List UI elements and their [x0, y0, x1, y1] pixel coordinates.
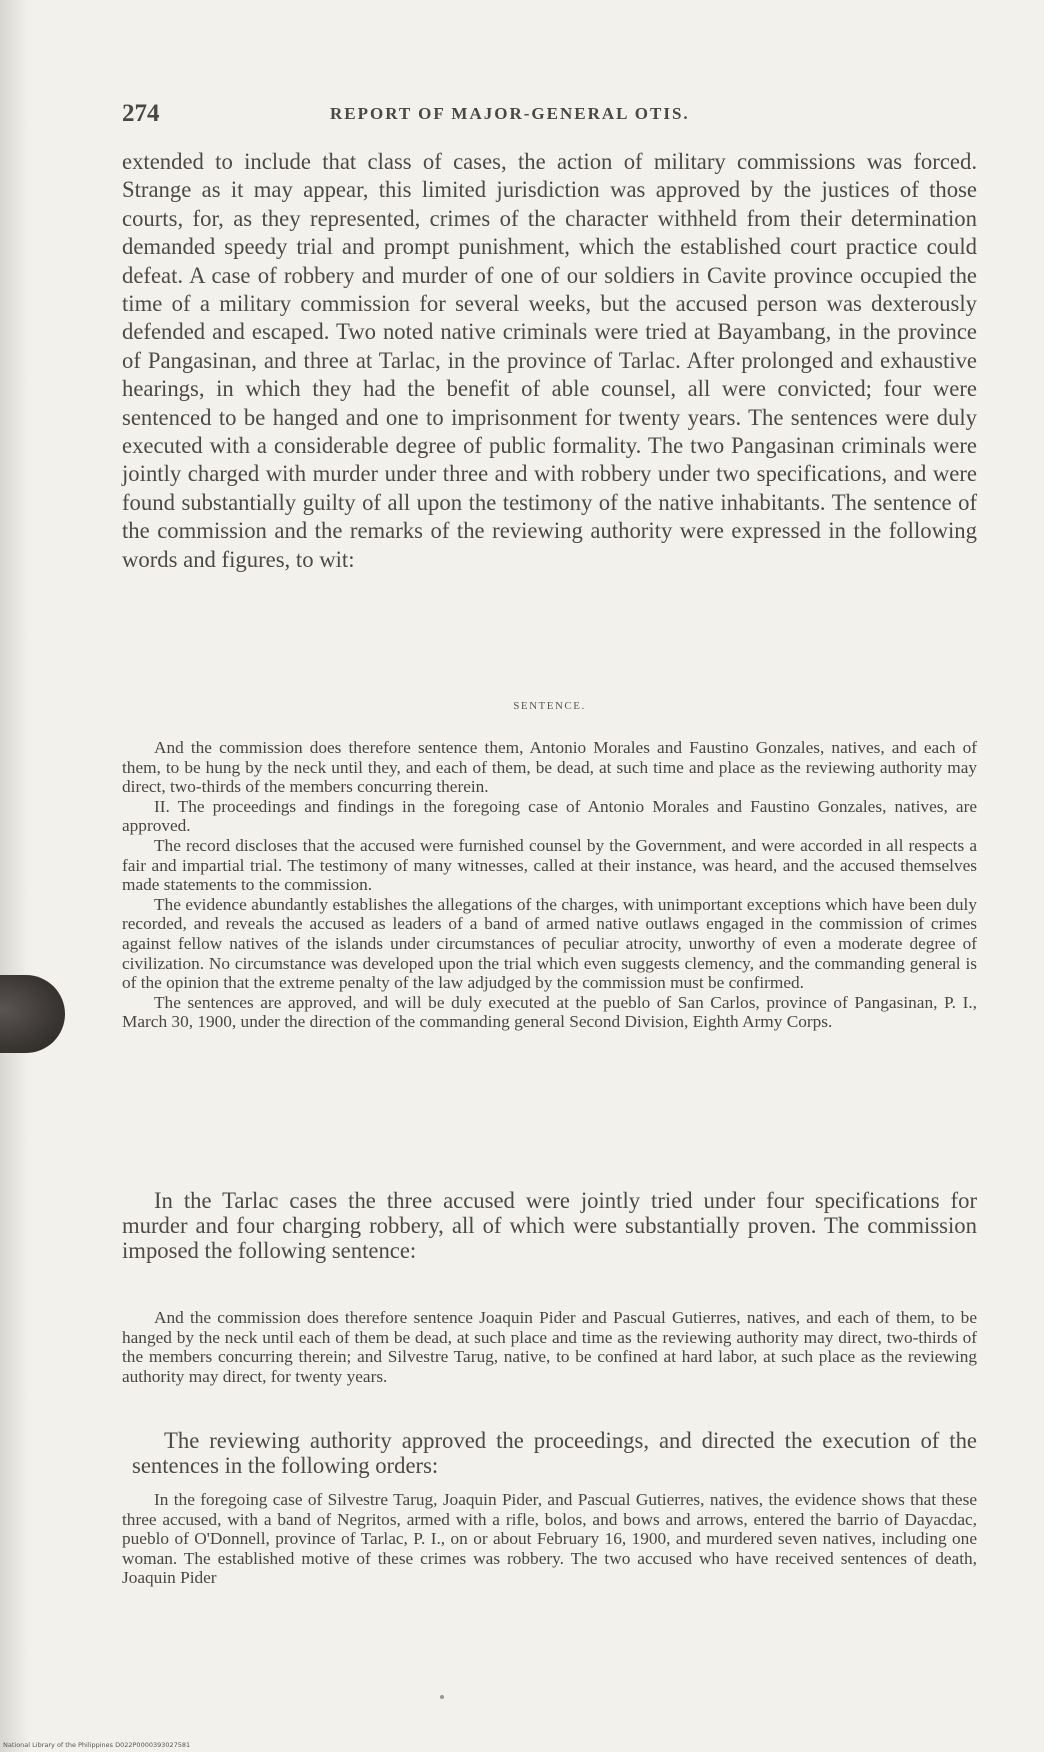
- scanner-thumb: [0, 975, 65, 1053]
- page-speck: [440, 1695, 444, 1699]
- scan-credit: National Library of the Philippines D022P0000393027581: [3, 1741, 191, 1749]
- sentence-paragraph: The record discloses that the accused were furnished counsel by the Government, and were accorded in all respects a fair and impartial trial. The testimony of many witnesses, called at their instance, was heard, and the accused themselves made statements to the commission.: [122, 835, 977, 895]
- sentence-paragraph: II. The proceedings and findings in the foregoing case of Antonio Morales and Faustino Gonzales, natives, are approved.: [122, 796, 977, 836]
- page-header: [120, 100, 975, 130]
- main-paragraph-2: [122, 1188, 977, 1263]
- main-paragraph-1: [122, 148, 977, 574]
- paragraph-text: In the Tarlac cases the three accused were jointly tried under four specifications for murder and four charging robbery, all of which were substantially proven. The commission imposed the following sentence:: [122, 1188, 977, 1263]
- sentence-paragraph: The sentences are approved, and will be duly executed at the pueblo of San Carlos, province of Pangasinan, P. I., March 30, 1900, under the direction of the commanding general Second Division, Eighth Army Corps.: [122, 992, 977, 1032]
- sentence-paragraph: And the commission does therefore sentence them, Antonio Morales and Faustino Gonzales, natives, and each of them, to be hung by the neck until they, and each of them, be dead, at such time and place as the reviewing authority may direct, two-thirds of the members concurring therein.: [122, 738, 977, 797]
- sentence-heading: SENTENCE.: [513, 700, 586, 712]
- paragraph-text: The reviewing authority approved the proceedings, and directed the execution of the sentences in the following orders:: [132, 1428, 977, 1478]
- orders-paragraph: In the foregoing case of Silvestre Tarug, Joaquin Pider, and Pascual Gutierres, natives, the evidence shows that these three accused, with a band of Negritos, armed with a rifle, bolos, and bows and arrows, entered the barrio of Dayacdac, pueblo of O'Donnell, province of Tarlac, P. I., on or about February 16, 1900, and murdered seven natives, including one woman. The established motive of these crimes was robbery. The two accused who have received sentences of death, Joaquin Pider: [122, 1490, 977, 1588]
- tarlac-sentence: And the commission does therefore sentence Joaquin Pider and Pascual Gutierres, natives, and each of them, to be hanged by the neck until each of them be dead, at such place and time as the reviewing authority may direct, two-thirds of the members concurring therein; and Silvestre Tarug, native, to be confined at hard labor, at such place as the reviewing authority may direct, for twenty years.: [122, 1308, 977, 1386]
- sentence-block: [122, 738, 977, 1032]
- tarlac-sentence-block: [122, 1308, 977, 1386]
- orders-block: [122, 1490, 977, 1588]
- page-number: 274: [122, 100, 160, 127]
- sentence-paragraph: The evidence abundantly establishes the allegations of the charges, with unimportant exceptions which have been duly recorded, and reveals the accused as leaders of a band of armed native outlaws engaged in the commission of crimes against fellow natives of the islands under circumstances of peculiar atrocity, unworthy of even a moderate degree of civilization. No circumstance was developed upon the trial which even suggests clemency, and the commanding general is of the opinion that the extreme penalty of the law adjudged by the commission must be confirmed.: [122, 894, 977, 993]
- main-paragraph-3: [132, 1428, 977, 1478]
- running-head: REPORT OF MAJOR-GENERAL OTIS.: [330, 104, 690, 123]
- page-edge-shadow: [0, 0, 30, 1752]
- paragraph-text: extended to include that class of cases, the action of military commissions was forced. Strange as it may appear, this limited jurisdiction was approved by the justices of those courts, for, as they represented, crimes of the character withheld from their determination demanded speedy trial and prompt punishment, which the established court practice could defeat. A case of robbery and murder of one of our soldiers in Cavite province occupied the time of a military commission for several weeks, but the accused person was dexterously defended and escaped. Two noted native criminals were tried at Bayambang, in the province of Pangasinan, and three at Tarlac, in the province of Tarlac. After prolonged and exhaustive hearings, in which they had the benefit of able counsel, all were convicted; four were sentenced to be hanged and one to imprisonment for twenty years. The sentences were duly executed with a considerable degree of public formality. The two Pangasinan criminals were jointly charged with murder under three and with robbery under two specifications, and were found substantially guilty of all upon the testimony of the native inhabitants. The sentence of the commission and the remarks of the reviewing authority were expressed in the following words and figures, to wit:: [122, 149, 977, 572]
